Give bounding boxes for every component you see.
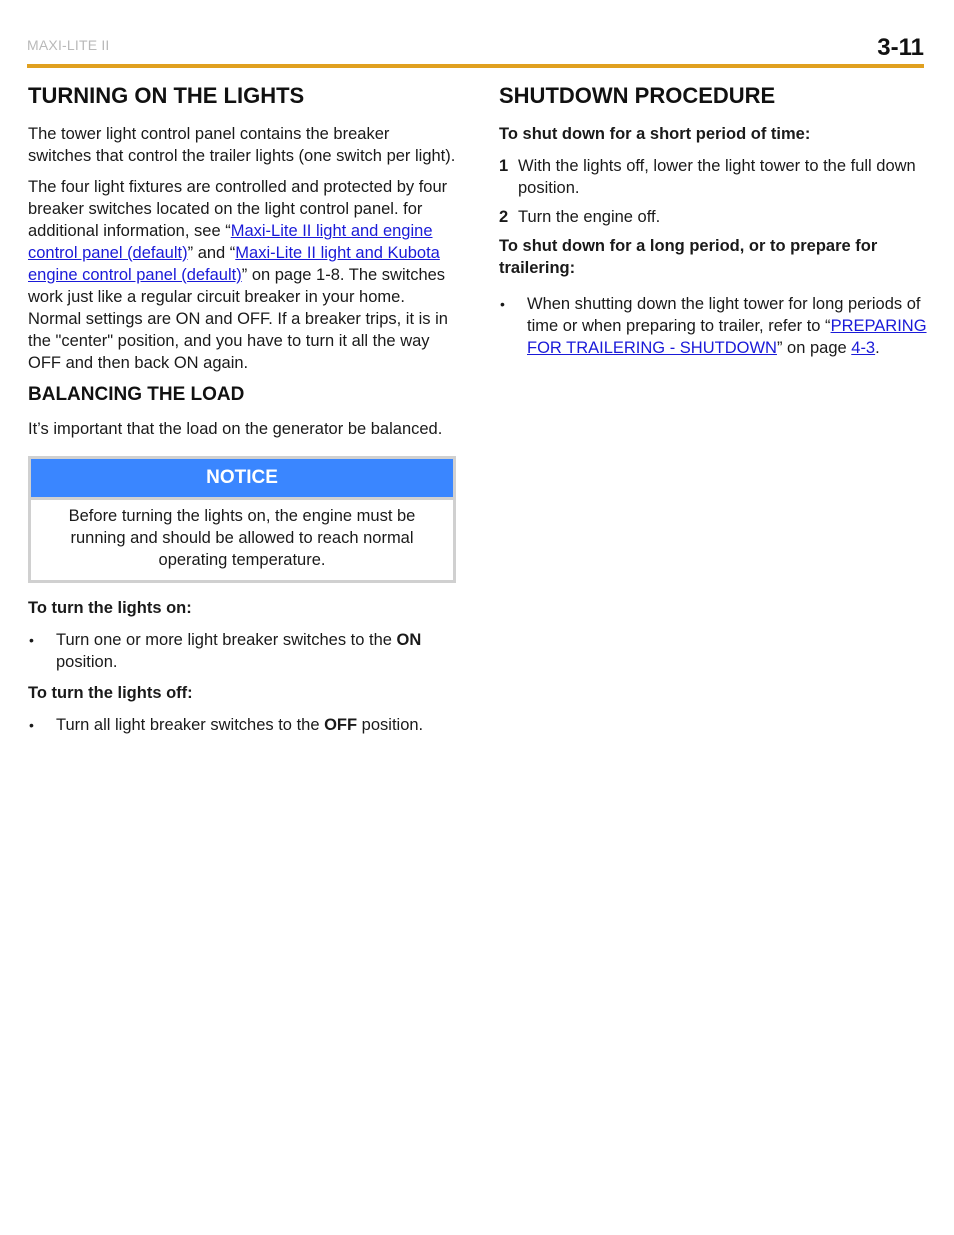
turn-on-label: To turn the lights on: [28, 599, 192, 617]
list-item [28, 629, 456, 673]
link-preparing-for-trailering[interactable]: PREPARING FOR TRAILERING - SHUTDOWN [527, 317, 927, 357]
breaker-paragraph [28, 176, 456, 374]
off-keyword: OFF [324, 716, 358, 734]
breaker-text-2: ” and “ [187, 244, 236, 262]
long-item-text: When shutting down the light tower for long periods of time or when preparing to trailer, refer to “ [527, 295, 921, 335]
long-period-label: To shut down for a long period, or to prepare for trailering: [499, 237, 878, 277]
page-number: 3-11 [877, 34, 924, 61]
on-keyword: ON [396, 631, 422, 649]
step-number: 1 [499, 157, 509, 175]
long-item-mid: ” on page [776, 339, 852, 357]
notice-title: NOTICE [31, 459, 453, 500]
balancing-paragraph: It’s important that the load on the generator be balanced. [28, 420, 443, 438]
left-column [28, 82, 456, 745]
breaker-text-3: ” on page 1-8. The switches work just like a regular circuit breaker in your home. Normal settings are ON and OFF. If a breaker trips, it is in the "center" position, and you have to turn it all the way OFF and then back ON again. [28, 266, 448, 372]
link-kubota-control-panel[interactable]: Maxi-Lite II light and Kubota engine control panel (default) [28, 244, 440, 284]
running-header-title: MAXI-LITE II [27, 37, 110, 53]
list-item [499, 293, 927, 359]
section-heading-turning-on-lights: TURNING ON THE LIGHTS [28, 83, 305, 108]
turn-on-suffix: position. [56, 653, 118, 671]
long-item-suffix: . [875, 339, 880, 357]
turn-off-suffix: position. [357, 716, 424, 734]
short-period-label: To shut down for a short period of time: [499, 125, 811, 143]
breaker-text-1: The four light fixtures are controlled and protected by four breaker switches located on the light control panel. for additional information, see “ [28, 178, 448, 240]
link-control-panel-default[interactable]: Maxi-Lite II light and engine control panel (default) [28, 222, 433, 262]
notice-body: Before turning the lights on, the engine must be running and should be allowed to reach normal operating temperature. [68, 507, 416, 569]
turn-off-list [28, 714, 456, 736]
right-column [499, 82, 927, 368]
turn-on-list [28, 629, 456, 673]
subheading-balancing-load: BALANCING THE LOAD [28, 384, 245, 405]
step-item [499, 155, 927, 199]
step-number: 2 [499, 208, 509, 226]
turn-off-text: Turn all light breaker switches to the [56, 716, 325, 734]
step-item [499, 206, 927, 228]
intro-paragraph: The tower light control panel contains the breaker switches that control the trailer lights (one switch per light). [28, 125, 456, 165]
link-page-4-3[interactable]: 4-3 [851, 339, 876, 357]
step-text: With the lights off, lower the light tower to the full down position. [518, 157, 916, 197]
turn-on-text: Turn one or more light breaker switches to the [56, 631, 397, 649]
list-item [28, 714, 456, 736]
turn-off-label: To turn the lights off: [28, 684, 193, 702]
shutdown-steps [499, 155, 927, 228]
header-divider [27, 64, 924, 68]
section-heading-shutdown: SHUTDOWN PROCEDURE [499, 83, 776, 108]
step-text: Turn the engine off. [518, 208, 661, 226]
notice-box [28, 456, 456, 583]
long-period-list [499, 293, 927, 359]
